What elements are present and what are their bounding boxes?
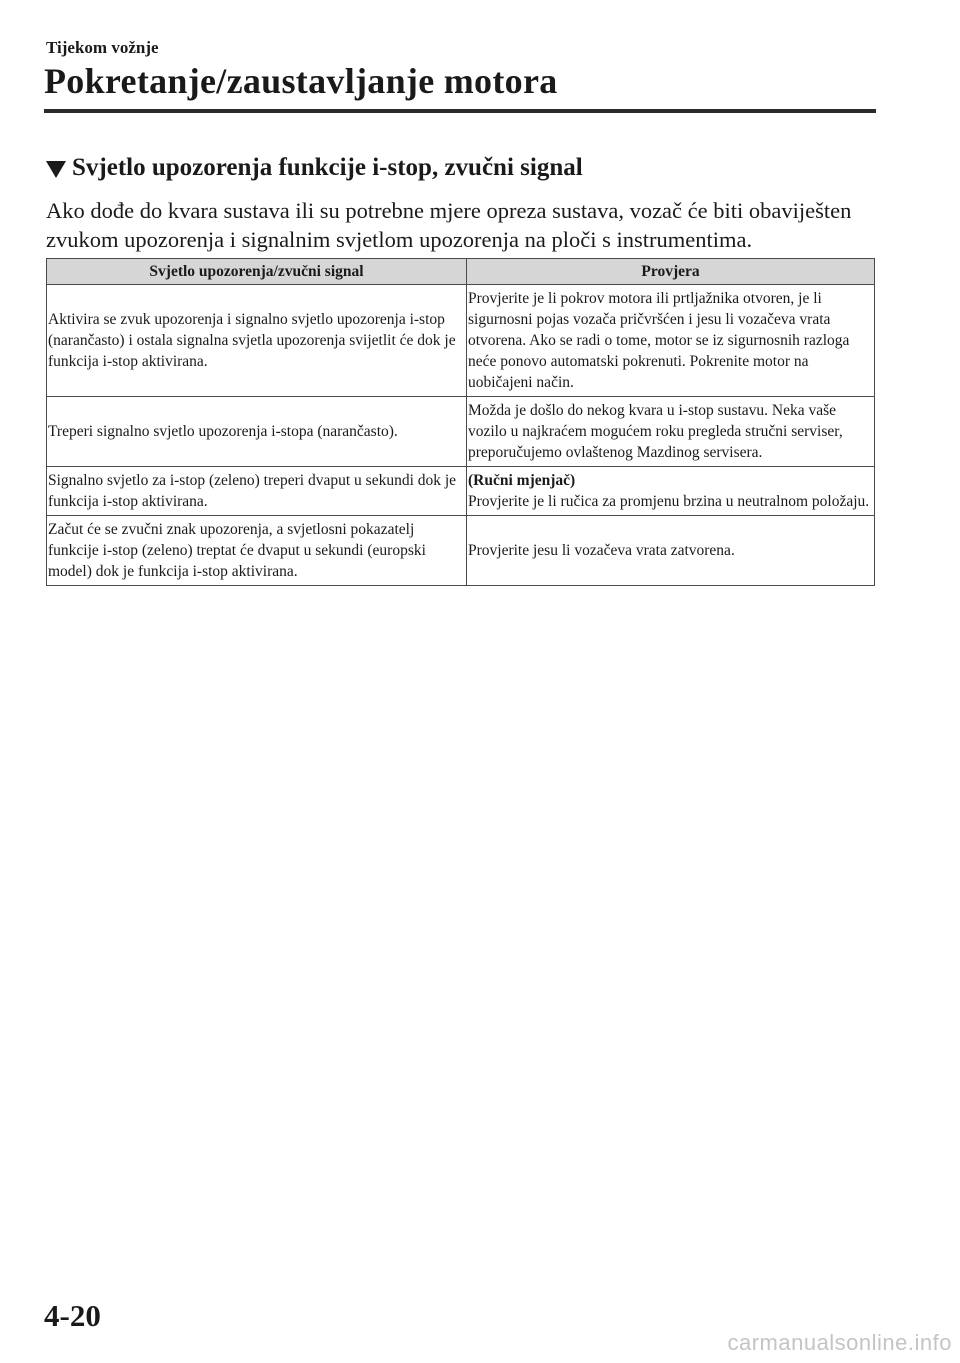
page-title: Pokretanje/zaustavljanje motora (44, 61, 558, 101)
signal-cell: Aktivira se zvuk upozorenja i signalno svjetlo upozorenja i-stop (narančasto) i ostala signalna svjetla upozorenja svijetlit će dok je funkcija i-stop aktivirana. (47, 285, 467, 397)
column-header-check: Provjera (467, 259, 875, 285)
check-cell-text: Provjerite je li ručica za promjenu brzina u neutralnom položaju. (468, 493, 870, 510)
column-header-signal: Svjetlo upozorenja/zvučni signal (47, 259, 467, 285)
breadcrumb: Tijekom vožnje (46, 38, 159, 57)
section-heading (46, 154, 583, 182)
check-cell (467, 467, 875, 516)
signal-cell: Treperi signalno svjetlo upozorenja i-stopa (narančasto). (47, 397, 467, 467)
check-cell: Možda je došlo do nekog kvara u i-stop sustavu. Neka vaše vozilo u najkraćem mogućem roku pregleda stručni serviser, preporučujemo ovlaštenog Mazdinog servisera. (467, 397, 875, 467)
check-cell-title: (Ručni mjenjač) (468, 472, 576, 489)
page-number: 4-20 (44, 1298, 101, 1333)
check-cell: Provjerite je li pokrov motora ili prtljažnika otvoren, je li sigurnosni pojas vozača pričvršćen i jesu li vozačeva vrata otvorena. Ako se radi o tome, motor se iz sigurnosnih razloga neće ponovo automatski pokrenuti. Pokrenite motor na uobičajeni način. (467, 285, 875, 397)
intro-paragraph: Ako dođe do kvara sustava ili su potrebne mjere opreza sustava, vozač će biti obaviješten zvukom upozorenja i signalnim svjetlom upozorenja na ploči s instrumentima. (46, 198, 852, 252)
table-row (47, 397, 875, 467)
table-row (47, 516, 875, 586)
signal-cell: Začut će se zvučni znak upozorenja, a svjetlosni pokazatelj funkcije i-stop (zeleno) treptat će dvaput u sekundi (europski model) dok je funkcija i-stop aktivirana. (47, 516, 467, 586)
warning-table (46, 258, 875, 586)
table-row (47, 467, 875, 516)
triangle-down-icon (46, 161, 66, 178)
section-heading-text: Svjetlo upozorenja funkcije i-stop, zvučni signal (72, 154, 583, 181)
table-row (47, 285, 875, 397)
signal-cell: Signalno svjetlo za i-stop (zeleno) treperi dvaput u sekundi dok je funkcija i-stop aktivirana. (47, 467, 467, 516)
table-header-row (47, 259, 875, 285)
check-cell: Provjerite jesu li vozačeva vrata zatvorena. (467, 516, 875, 586)
title-divider (44, 109, 876, 113)
watermark: carmanualsonline.info (727, 1330, 952, 1355)
